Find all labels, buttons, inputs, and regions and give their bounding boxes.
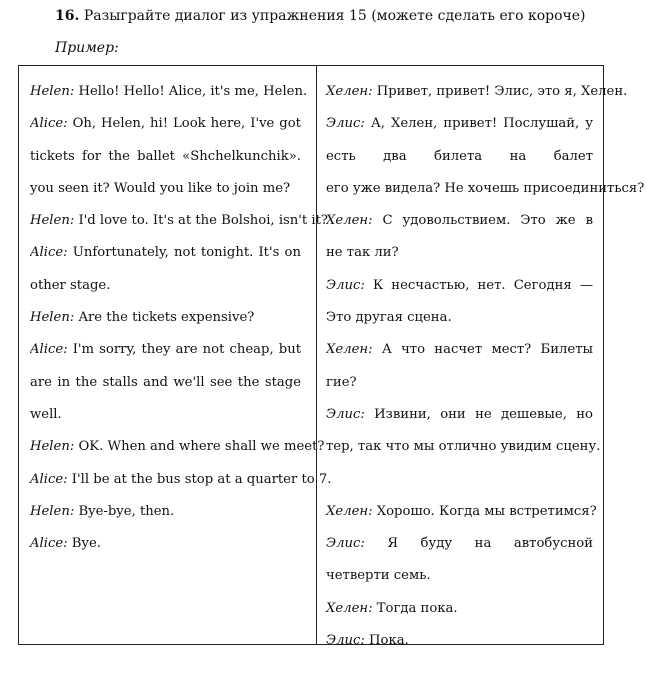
russian-column [326, 76, 645, 657]
line-text: Bye-bye, then. [78, 503, 175, 519]
dialogue-line [326, 399, 593, 431]
example-label: Пример: [55, 40, 119, 56]
speaker-name: Хелен: [326, 503, 373, 519]
exercise-number: 16. [55, 8, 80, 24]
dialogue-line [326, 108, 593, 140]
speaker-name: Элис: [326, 536, 365, 552]
line-text: его уже видела? Не хочешь присоединиться? [326, 180, 645, 196]
line-text: гие? [326, 374, 357, 390]
speaker-name: Элис: [326, 406, 365, 422]
dialogue-line [30, 334, 301, 366]
line-text: Извини, они не дешевые, но [374, 406, 593, 422]
dialogue-line [30, 76, 308, 108]
line-text: are in the stalls and we'll see the stage [30, 374, 301, 390]
line-text: Это другая сцена. [326, 310, 452, 326]
spacer [326, 464, 593, 496]
speaker-name: Хелен: [326, 84, 373, 99]
dialogue-table [18, 65, 645, 649]
line-text: you seen it? Would you like to join me? [30, 180, 291, 196]
dialogue-line [30, 496, 301, 528]
speaker-name: Helen: [30, 213, 75, 229]
line-text: есть два билета на балет [326, 148, 593, 164]
dialogue-line [326, 560, 593, 592]
line-text: Oh, Helen, hi! Look here, I've got [72, 116, 301, 132]
dialogue-line [30, 237, 301, 269]
dialogue-line [326, 302, 593, 334]
speaker-name: Helen: [30, 503, 75, 519]
line-text: К несчастью, нет. Сегодня — [372, 277, 593, 293]
line-text: Хорошо. Когда мы встретимся? [376, 503, 597, 519]
line-text: Bye. [71, 536, 101, 552]
dialogue-line [326, 237, 593, 269]
line-text: А, Хелен, привет! Послушай, у [370, 116, 593, 132]
exercise-title [55, 8, 586, 24]
speaker-name: Элис: [326, 116, 365, 132]
line-text: OK. When and where shall we meet? [78, 439, 325, 455]
dialogue-line [30, 367, 301, 399]
line-text: Unfortunately, not tonight. It's on [72, 245, 301, 261]
line-text: other stage. [30, 277, 111, 293]
line-text: I'm sorry, they are not cheap, but [72, 342, 301, 358]
exercise-text: Разыграйте диалог из упражнения 15 (можете сделать его короче) [83, 8, 586, 24]
line-text: Я буду на автобусной [387, 536, 593, 552]
line-text: I'll be at the bus stop at a quarter to 7. [71, 471, 332, 487]
speaker-name: Helen: [30, 310, 75, 326]
dialogue-line [326, 625, 593, 657]
dialogue-line [326, 141, 593, 173]
dialogue-line [30, 431, 325, 463]
line-text: тер, так что мы отлично увидим сцену. [326, 439, 601, 455]
dialogue-line [30, 464, 332, 496]
dialogue-line [30, 205, 329, 237]
dialogue-line [30, 270, 301, 302]
speaker-name: Alice: [30, 471, 68, 487]
line-text: well. [30, 406, 62, 422]
line-text: С удовольствием. Это же в [382, 213, 593, 229]
dialogue-line [30, 141, 301, 173]
speaker-name: Alice: [30, 536, 68, 552]
line-text: Hello! Hello! Alice, it's me, Helen. [78, 84, 308, 99]
dialogue-line [326, 205, 593, 237]
english-column [30, 76, 332, 560]
line-text: Привет, привет! Элис, это я, Хелен. [376, 84, 628, 99]
speaker-name: Хелен: [326, 342, 373, 358]
dialogue-line [326, 334, 593, 366]
dialogue-line [30, 108, 301, 140]
line-text: Тогда пока. [376, 600, 458, 616]
speaker-name: Элис: [326, 633, 365, 649]
speaker-name: Alice: [30, 342, 68, 358]
speaker-name: Alice: [30, 245, 68, 261]
dialogue-line [326, 367, 593, 399]
dialogue-line [30, 302, 301, 334]
speaker-name: Helen: [30, 439, 75, 455]
dialogue-line [30, 173, 301, 205]
dialogue-line [326, 76, 628, 108]
line-text: Пока. [369, 633, 409, 649]
line-text: А что насчет мест? Билеты [381, 342, 593, 358]
speaker-name: Helen: [30, 84, 75, 99]
dialogue-line [326, 173, 645, 205]
line-text: Are the tickets expensive? [78, 310, 255, 326]
dialogue-line [326, 528, 593, 560]
line-text: tickets for the ballet «Shchelkunchik». [30, 148, 301, 164]
dialogue-line [326, 496, 597, 528]
speaker-name: Alice: [30, 116, 68, 132]
dialogue-line [326, 270, 593, 302]
speaker-name: Элис: [326, 277, 365, 293]
dialogue-line [30, 399, 301, 431]
line-text: I'd love to. It's at the Bolshoi, isn't it? [78, 213, 329, 229]
dialogue-line [326, 431, 601, 463]
speaker-name: Хелен: [326, 213, 373, 229]
speaker-name: Хелен: [326, 600, 373, 616]
column-divider [316, 66, 317, 644]
line-text: четверти семь. [326, 568, 431, 584]
dialogue-line [326, 593, 593, 625]
dialogue-line [30, 528, 301, 560]
line-text: не так ли? [326, 245, 399, 261]
